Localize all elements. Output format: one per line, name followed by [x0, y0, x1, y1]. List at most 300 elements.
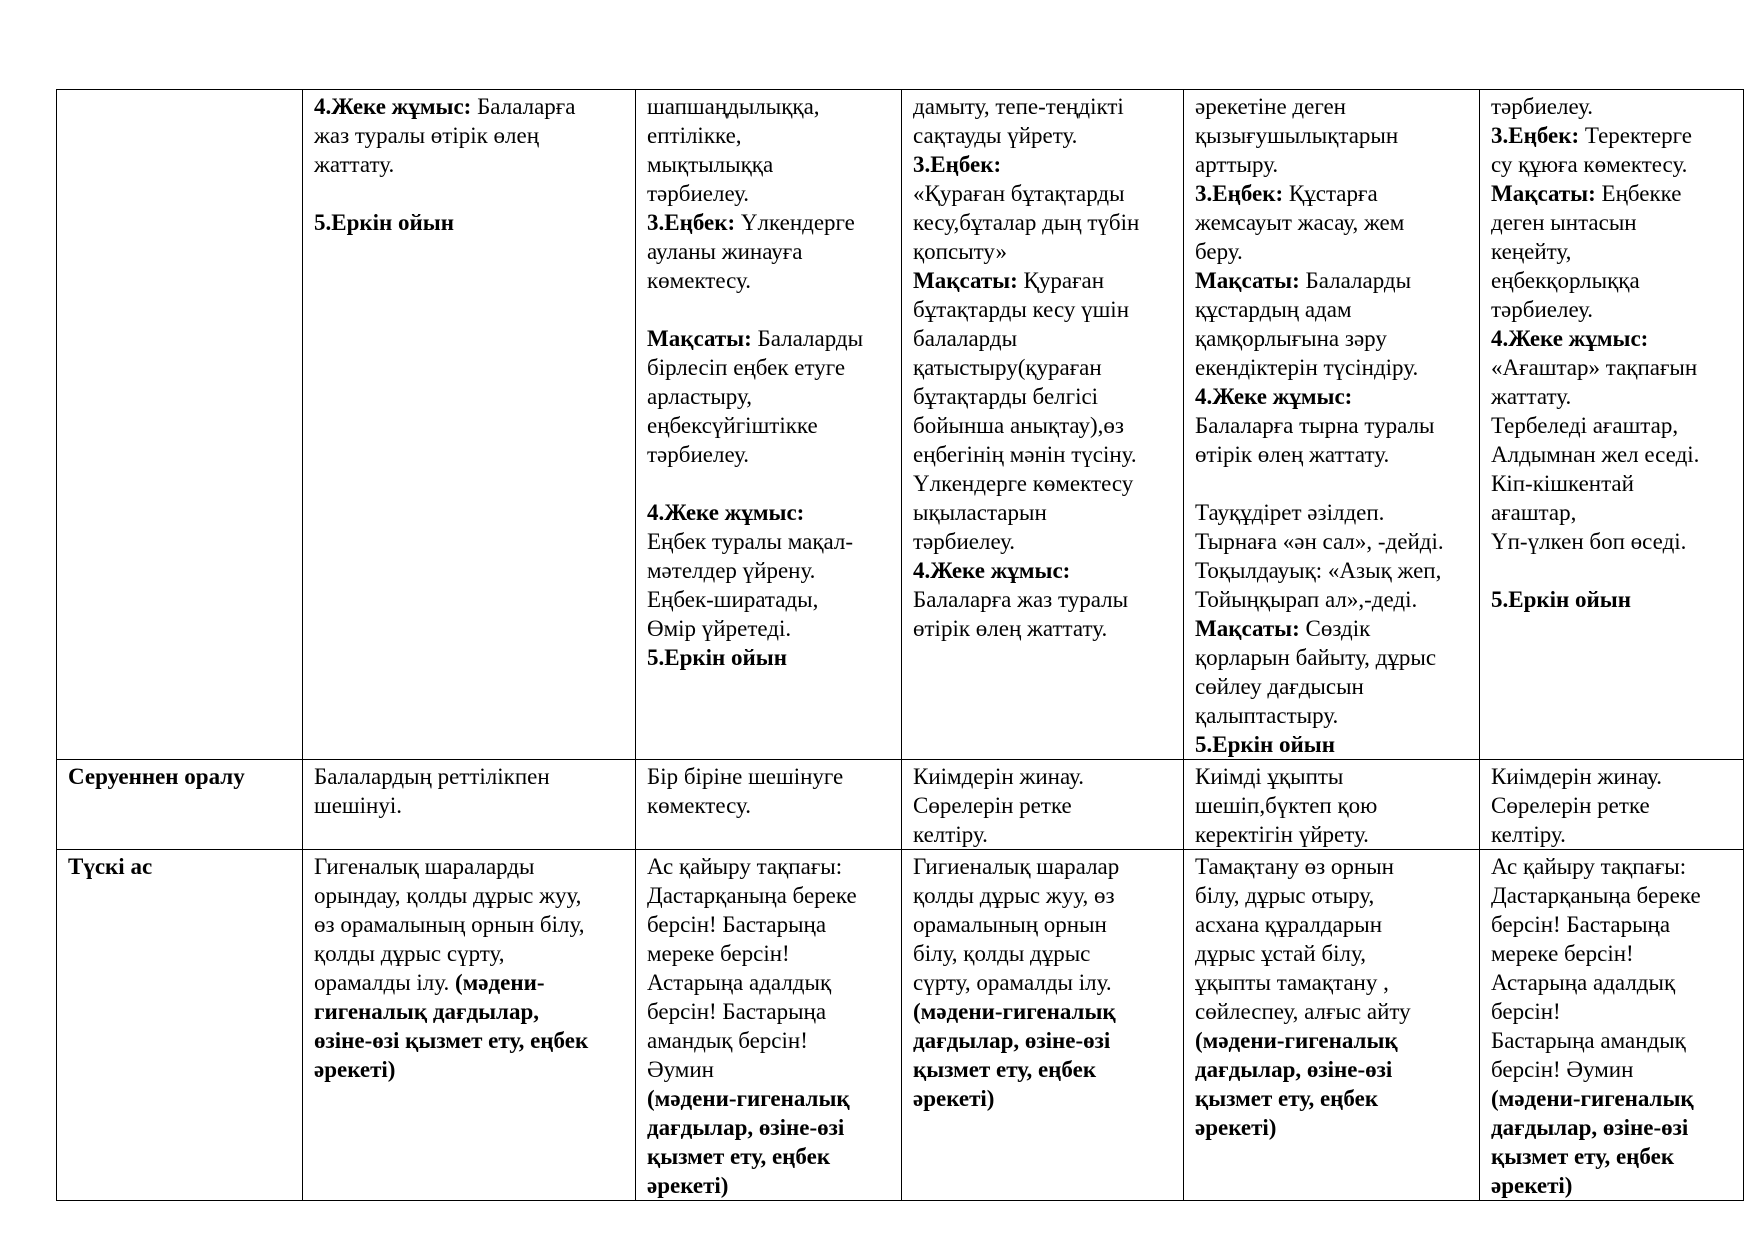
text-line: [1195, 614, 1473, 643]
text-run: Астарыңа адалдық: [1491, 970, 1676, 995]
text-line: [913, 295, 1177, 324]
bold-text: 4.: [1195, 384, 1213, 409]
text-line: [314, 1055, 629, 1084]
row-label-cell: Серуеннен оралу: [57, 760, 303, 850]
text-run: мәтелдер үйрену.: [647, 558, 816, 583]
text-run: тәрбиелеу.: [647, 181, 750, 206]
text-line: [1195, 820, 1473, 849]
text-run: берсін! Бастарыңа: [1491, 912, 1671, 937]
text-line: [314, 92, 629, 121]
text-line: [913, 237, 1177, 266]
text-line: [647, 237, 895, 266]
bold-text: 3.: [1195, 181, 1213, 206]
table-cell: [303, 850, 636, 1201]
text-line: [1491, 1171, 1737, 1200]
bold-text: 4.: [314, 94, 332, 119]
text-run: орамалды ілу.: [314, 970, 455, 995]
text-line: [913, 556, 1177, 585]
text-run: амандық берсін!: [647, 1028, 808, 1053]
text-run: ағаштар,: [1491, 500, 1577, 525]
text-line: [1491, 179, 1737, 208]
text-run: Балаларға: [471, 94, 576, 119]
text-run: Астарыңа адалдық: [647, 970, 832, 995]
bold-text: 5.: [1491, 587, 1509, 612]
bold-text: әрекеті): [1195, 1115, 1277, 1140]
text-run: ауланы жинауға: [647, 239, 803, 264]
text-line: [1195, 1113, 1473, 1142]
text-line: [314, 852, 629, 881]
text-run: бұтақтарды белгісі: [913, 384, 1099, 409]
text-run: мереке берсін!: [1491, 941, 1634, 966]
text-run: Өмір үйретеді.: [647, 616, 792, 641]
text-line: [1491, 1113, 1737, 1142]
bold-text: Еркін ойын: [1508, 587, 1631, 612]
text-line: [1491, 208, 1737, 237]
table-cell: [902, 850, 1184, 1201]
text-line: [1491, 527, 1737, 556]
text-line: [1195, 910, 1473, 939]
table-row: [57, 850, 1744, 1201]
table-cell: [636, 90, 902, 760]
text-line: [1195, 556, 1473, 585]
text-run: арластыру,: [647, 384, 752, 409]
text-line: [1195, 881, 1473, 910]
text-run: Киімді ұқыпты: [1195, 764, 1344, 789]
text-line: [1195, 382, 1473, 411]
text-run: кеңейту,: [1491, 239, 1572, 264]
bold-text: 3.: [647, 210, 665, 235]
text-line: [1491, 469, 1737, 498]
text-line: [913, 852, 1177, 881]
text-run: «Ағаштар» тақпағын: [1491, 355, 1698, 380]
text-line: [1491, 968, 1737, 997]
text-line: [1195, 762, 1473, 791]
bold-text: 4.: [1491, 326, 1509, 351]
text-run: Дастарқаныңа береке: [1491, 883, 1701, 908]
text-line: [314, 762, 629, 791]
text-run: ұқыпты тамақтану ,: [1195, 970, 1389, 995]
text-run: берсін! Әумин: [1491, 1057, 1634, 1082]
text-line: [314, 910, 629, 939]
text-run: қолды дұрыс сүрту,: [314, 941, 505, 966]
text-line: [314, 208, 629, 237]
text-run: беру.: [1195, 239, 1243, 264]
text-line: [913, 881, 1177, 910]
table-cell: [1480, 90, 1744, 760]
text-run: білу, дұрыс отыру,: [1195, 883, 1375, 908]
text-run: «Қураған бұтақтарды: [913, 181, 1125, 206]
text-line: [1491, 881, 1737, 910]
text-line: [647, 910, 895, 939]
text-run: қалыптастыру.: [1195, 703, 1339, 728]
text-run: шапшаңдылыққа,: [647, 94, 820, 119]
text-run: еңбексүйгіштікке: [647, 413, 818, 438]
text-run: Балаларды: [751, 326, 864, 351]
text-line: [1195, 852, 1473, 881]
text-run: қамқорлығына зәру: [1195, 326, 1387, 351]
text-run: Киімдерін жинау.: [1491, 764, 1662, 789]
text-run: мереке берсін!: [647, 941, 790, 966]
text-line: [1491, 1055, 1737, 1084]
blank-line: [314, 179, 629, 208]
bold-text: Мақсаты:: [913, 268, 1018, 293]
bold-text: 4.: [913, 558, 931, 583]
bold-text: Мақсаты:: [1195, 616, 1300, 641]
text-line: [647, 179, 895, 208]
text-line: [1491, 440, 1737, 469]
text-line: [314, 1026, 629, 1055]
bold-text: Еңбек:: [1212, 181, 1284, 206]
text-run: бірлесіп еңбек етуге: [647, 355, 846, 380]
bold-text: гигеналық дағдылар,: [314, 999, 539, 1024]
text-line: [913, 939, 1177, 968]
bold-text: Жеке жұмыс:: [1212, 384, 1353, 409]
text-line: [647, 762, 895, 791]
text-line: [913, 411, 1177, 440]
text-line: [647, 266, 895, 295]
text-line: [647, 92, 895, 121]
text-line: [647, 852, 895, 881]
table-cell: [902, 90, 1184, 760]
text-run: асхана құралдарын: [1195, 912, 1383, 937]
bold-text: қызмет ету, еңбек: [647, 1144, 831, 1169]
blank-line: [1195, 469, 1473, 498]
text-line: [1491, 266, 1737, 295]
text-run: көмектесу.: [647, 793, 751, 818]
text-line: [1491, 939, 1737, 968]
text-line: [913, 1084, 1177, 1113]
text-line: [647, 1084, 895, 1113]
bold-text: Жеке жұмыс:: [664, 500, 805, 525]
text-run: сөйлеспеу, алғыс айту: [1195, 999, 1411, 1024]
text-run: Кіп-кішкентай: [1491, 471, 1634, 496]
text-line: [913, 266, 1177, 295]
text-line: [647, 353, 895, 382]
bold-text: 5.: [1195, 732, 1213, 757]
text-run: тәрбиелеу.: [1491, 94, 1594, 119]
table-cell: [902, 760, 1184, 850]
text-line: [1195, 791, 1473, 820]
text-run: Еңбек-ширатады,: [647, 587, 819, 612]
text-line: [1491, 910, 1737, 939]
text-line: [647, 881, 895, 910]
bold-text: дағдылар, өзіне-өзі: [1195, 1057, 1393, 1082]
text-line: [647, 939, 895, 968]
text-run: қопсыту»: [913, 239, 1007, 264]
bold-text: дағдылар, өзіне-өзі: [913, 1028, 1111, 1053]
text-run: дұрыс ұстай білу,: [1195, 941, 1366, 966]
text-line: [647, 997, 895, 1026]
bold-text: 3.: [913, 152, 931, 177]
text-run: Тамақтану өз орнын: [1195, 854, 1394, 879]
text-run: Қураған: [1017, 268, 1105, 293]
text-line: [1491, 791, 1737, 820]
text-run: Үлкендерге: [735, 210, 855, 235]
text-line: [1491, 585, 1737, 614]
bold-text: Еркін ойын: [1212, 732, 1335, 757]
text-line: [647, 1055, 895, 1084]
bold-text: дағдылар, өзіне-өзі: [647, 1115, 845, 1140]
text-line: [647, 411, 895, 440]
text-run: шешінуі.: [314, 793, 402, 818]
text-line: [913, 382, 1177, 411]
text-run: Ас қайыру тақпағы:: [647, 854, 843, 879]
bold-text: әрекеті): [647, 1173, 729, 1198]
text-run: қолды дұрыс жуу, өз: [913, 883, 1115, 908]
text-line: [1491, 295, 1737, 324]
text-line: [314, 881, 629, 910]
text-run: бұтақтарды кесу үшін: [913, 297, 1130, 322]
text-run: берсін!: [1491, 999, 1561, 1024]
text-run: Дастарқаныңа береке: [647, 883, 857, 908]
text-run: Тойыңқырап ал»,-деді.: [1195, 587, 1418, 612]
bold-text: Мақсаты:: [1195, 268, 1300, 293]
text-line: [913, 614, 1177, 643]
table-cell: [636, 760, 902, 850]
text-line: [314, 791, 629, 820]
bold-text: (мәдени-гигеналық: [1195, 1028, 1398, 1053]
text-run: тәрбиелеу.: [1491, 297, 1594, 322]
bold-text: қызмет ету, еңбек: [913, 1057, 1097, 1082]
bold-text: Жеке жұмыс:: [331, 94, 472, 119]
text-line: [1491, 237, 1737, 266]
text-line: [1195, 730, 1473, 759]
text-line: [1491, 411, 1737, 440]
text-line: [647, 791, 895, 820]
text-line: [1491, 150, 1737, 179]
text-line: [1195, 208, 1473, 237]
text-line: [1195, 585, 1473, 614]
text-run: келтіру.: [913, 822, 988, 847]
text-line: [1195, 92, 1473, 121]
text-line: [1195, 121, 1473, 150]
row-label-cell: Түскі ас: [57, 850, 303, 1201]
text-line: [1491, 852, 1737, 881]
text-run: Балаларды: [1299, 268, 1412, 293]
text-run: Тоқылдауық: «Азық жеп,: [1195, 558, 1442, 583]
text-line: [1491, 1142, 1737, 1171]
text-run: Балалардың реттілікпен: [314, 764, 550, 789]
bold-text: 4.: [647, 500, 665, 525]
text-run: қызығушылықтарын: [1195, 123, 1399, 148]
text-line: [913, 150, 1177, 179]
text-run: Гигиеналық шаралар: [913, 854, 1120, 879]
text-run: қатыстыру(қураған: [913, 355, 1102, 380]
text-line: [913, 968, 1177, 997]
text-line: [913, 1026, 1177, 1055]
bold-text: дағдылар, өзіне-өзі: [1491, 1115, 1689, 1140]
text-run: жаз туралы өтірік өлең: [314, 123, 540, 148]
text-line: [1195, 411, 1473, 440]
text-line: [913, 498, 1177, 527]
text-line: [647, 614, 895, 643]
bold-text: (мәдени-гигеналық: [647, 1086, 850, 1111]
table-row: [57, 90, 1744, 760]
text-line: [1195, 498, 1473, 527]
text-run: жемсауыт жасау, жем: [1195, 210, 1405, 235]
text-line: [1195, 672, 1473, 701]
text-line: [913, 820, 1177, 849]
table-cell: [636, 850, 902, 1201]
text-line: [1491, 762, 1737, 791]
text-line: [647, 1142, 895, 1171]
text-line: [1195, 295, 1473, 324]
text-line: [1491, 324, 1737, 353]
text-run: балаларды: [913, 326, 1018, 351]
text-line: [314, 997, 629, 1026]
bold-text: әрекеті): [1491, 1173, 1573, 1198]
row-label-cell: [57, 90, 303, 760]
text-line: [647, 121, 895, 150]
text-run: білу, қолды дұрыс: [913, 941, 1091, 966]
text-run: сөйлеу дағдысын: [1195, 674, 1364, 699]
text-line: [1195, 701, 1473, 730]
bold-text: Жеке жұмыс:: [930, 558, 1071, 583]
blank-line: [1491, 556, 1737, 585]
text-line: [1195, 968, 1473, 997]
text-run: Бастарыңа амандық: [1491, 1028, 1686, 1053]
bold-text: қызмет ету, еңбек: [1195, 1086, 1379, 1111]
text-run: көмектесу.: [647, 268, 751, 293]
text-line: [913, 910, 1177, 939]
text-run: деген ынтасын: [1491, 210, 1637, 235]
text-line: [1491, 353, 1737, 382]
bold-text: (мәдени-гигеналық: [1491, 1086, 1694, 1111]
text-run: екендіктерін түсіндіру.: [1195, 355, 1419, 380]
text-line: [647, 585, 895, 614]
text-run: шешіп,бүктеп қою: [1195, 793, 1378, 818]
text-run: өтірік өлең жаттату.: [913, 616, 1108, 641]
text-line: [314, 939, 629, 968]
text-run: Киімдерін жинау.: [913, 764, 1084, 789]
text-run: қорларын байыту, дұрыс: [1195, 645, 1437, 670]
text-run: жаттату.: [1491, 384, 1572, 409]
blank-line: [647, 295, 895, 324]
text-line: [314, 121, 629, 150]
bold-text: (мәдени-: [454, 970, 545, 995]
text-run: Балаларға жаз туралы: [913, 587, 1129, 612]
text-run: су құюға көмектесу.: [1491, 152, 1688, 177]
text-line: [647, 440, 895, 469]
text-run: тәрбиелеу.: [913, 529, 1016, 554]
text-run: Әумин: [647, 1057, 714, 1082]
text-run: Үп-үлкен боп өседі.: [1491, 529, 1687, 554]
text-line: [314, 968, 629, 997]
text-line: [913, 121, 1177, 150]
text-line: [1195, 440, 1473, 469]
table-row: [57, 760, 1744, 850]
blank-line: [647, 469, 895, 498]
text-line: [647, 324, 895, 353]
text-line: [647, 1026, 895, 1055]
daily-plan-table: [56, 89, 1744, 1201]
text-run: еңбегінің мәнін түсіну.: [913, 442, 1137, 467]
table-cell: [1184, 850, 1480, 1201]
table-cell: [303, 760, 636, 850]
bold-text: Еркін ойын: [664, 645, 787, 670]
text-line: [314, 150, 629, 179]
bold-text: әрекеті): [913, 1086, 995, 1111]
text-line: [913, 208, 1177, 237]
text-line: [647, 643, 895, 672]
text-line: [1195, 939, 1473, 968]
text-run: өтірік өлең жаттату.: [1195, 442, 1390, 467]
table-cell: [1184, 90, 1480, 760]
text-run: өз орамалының орнын білу,: [314, 912, 585, 937]
text-line: [647, 527, 895, 556]
text-run: Тырнаға «ән сал», -дейді.: [1195, 529, 1444, 554]
text-line: [1491, 820, 1737, 849]
text-run: берсін! Бастарыңа: [647, 999, 827, 1024]
text-run: жаттату.: [314, 152, 395, 177]
text-run: сүрту, орамалды ілу.: [913, 970, 1112, 995]
text-line: [1491, 382, 1737, 411]
text-line: [647, 150, 895, 179]
text-run: Бір біріне шешінуге: [647, 764, 844, 789]
text-line: [1195, 179, 1473, 208]
bold-text: әрекеті): [314, 1057, 396, 1082]
table-cell: [303, 90, 636, 760]
text-line: [1491, 1084, 1737, 1113]
text-line: [913, 527, 1177, 556]
table-cell: [1480, 760, 1744, 850]
text-run: орамалының орнын: [913, 912, 1107, 937]
text-line: [913, 997, 1177, 1026]
text-run: ықыластарын: [913, 500, 1047, 525]
text-line: [913, 762, 1177, 791]
text-run: керектігін үйрету.: [1195, 822, 1369, 847]
text-line: [1195, 1055, 1473, 1084]
text-line: [1195, 237, 1473, 266]
text-line: [1491, 121, 1737, 150]
text-run: Ас қайыру тақпағы:: [1491, 854, 1687, 879]
text-run: тәрбиелеу.: [647, 442, 750, 467]
text-line: [913, 585, 1177, 614]
table-cell: [1480, 850, 1744, 1201]
text-run: Балаларға тырна туралы: [1195, 413, 1435, 438]
text-run: Тауқұдірет әзілдеп.: [1195, 500, 1385, 525]
text-run: мықтылыққа: [647, 152, 774, 177]
bold-text: Мақсаты:: [647, 326, 752, 351]
text-run: Алдымнан жел еседі.: [1491, 442, 1700, 467]
text-line: [1195, 527, 1473, 556]
text-line: [647, 1171, 895, 1200]
text-run: Сөздік: [1299, 616, 1371, 641]
bold-text: Мақсаты:: [1491, 181, 1596, 206]
text-line: [913, 469, 1177, 498]
text-run: Еңбекке: [1595, 181, 1682, 206]
bold-text: Еңбек:: [664, 210, 736, 235]
text-run: Құстарға: [1283, 181, 1378, 206]
text-run: Сөрелерін ретке: [913, 793, 1072, 818]
text-line: [647, 968, 895, 997]
text-run: Үлкендерге көмектесу: [913, 471, 1134, 496]
text-run: Сөрелерін ретке: [1491, 793, 1650, 818]
text-line: [1195, 324, 1473, 353]
bold-text: Еңбек:: [1508, 123, 1580, 148]
text-run: құстардың адам: [1195, 297, 1352, 322]
text-line: [1195, 266, 1473, 295]
text-line: [913, 324, 1177, 353]
bold-text: Еңбек:: [930, 152, 1002, 177]
text-line: [913, 440, 1177, 469]
text-line: [1195, 150, 1473, 179]
bold-text: (мәдени-гигеналық: [913, 999, 1116, 1024]
text-run: берсін! Бастарыңа: [647, 912, 827, 937]
text-line: [913, 353, 1177, 382]
text-run: Еңбек туралы мақал-: [647, 529, 854, 554]
text-run: әрекетіне деген: [1195, 94, 1346, 119]
